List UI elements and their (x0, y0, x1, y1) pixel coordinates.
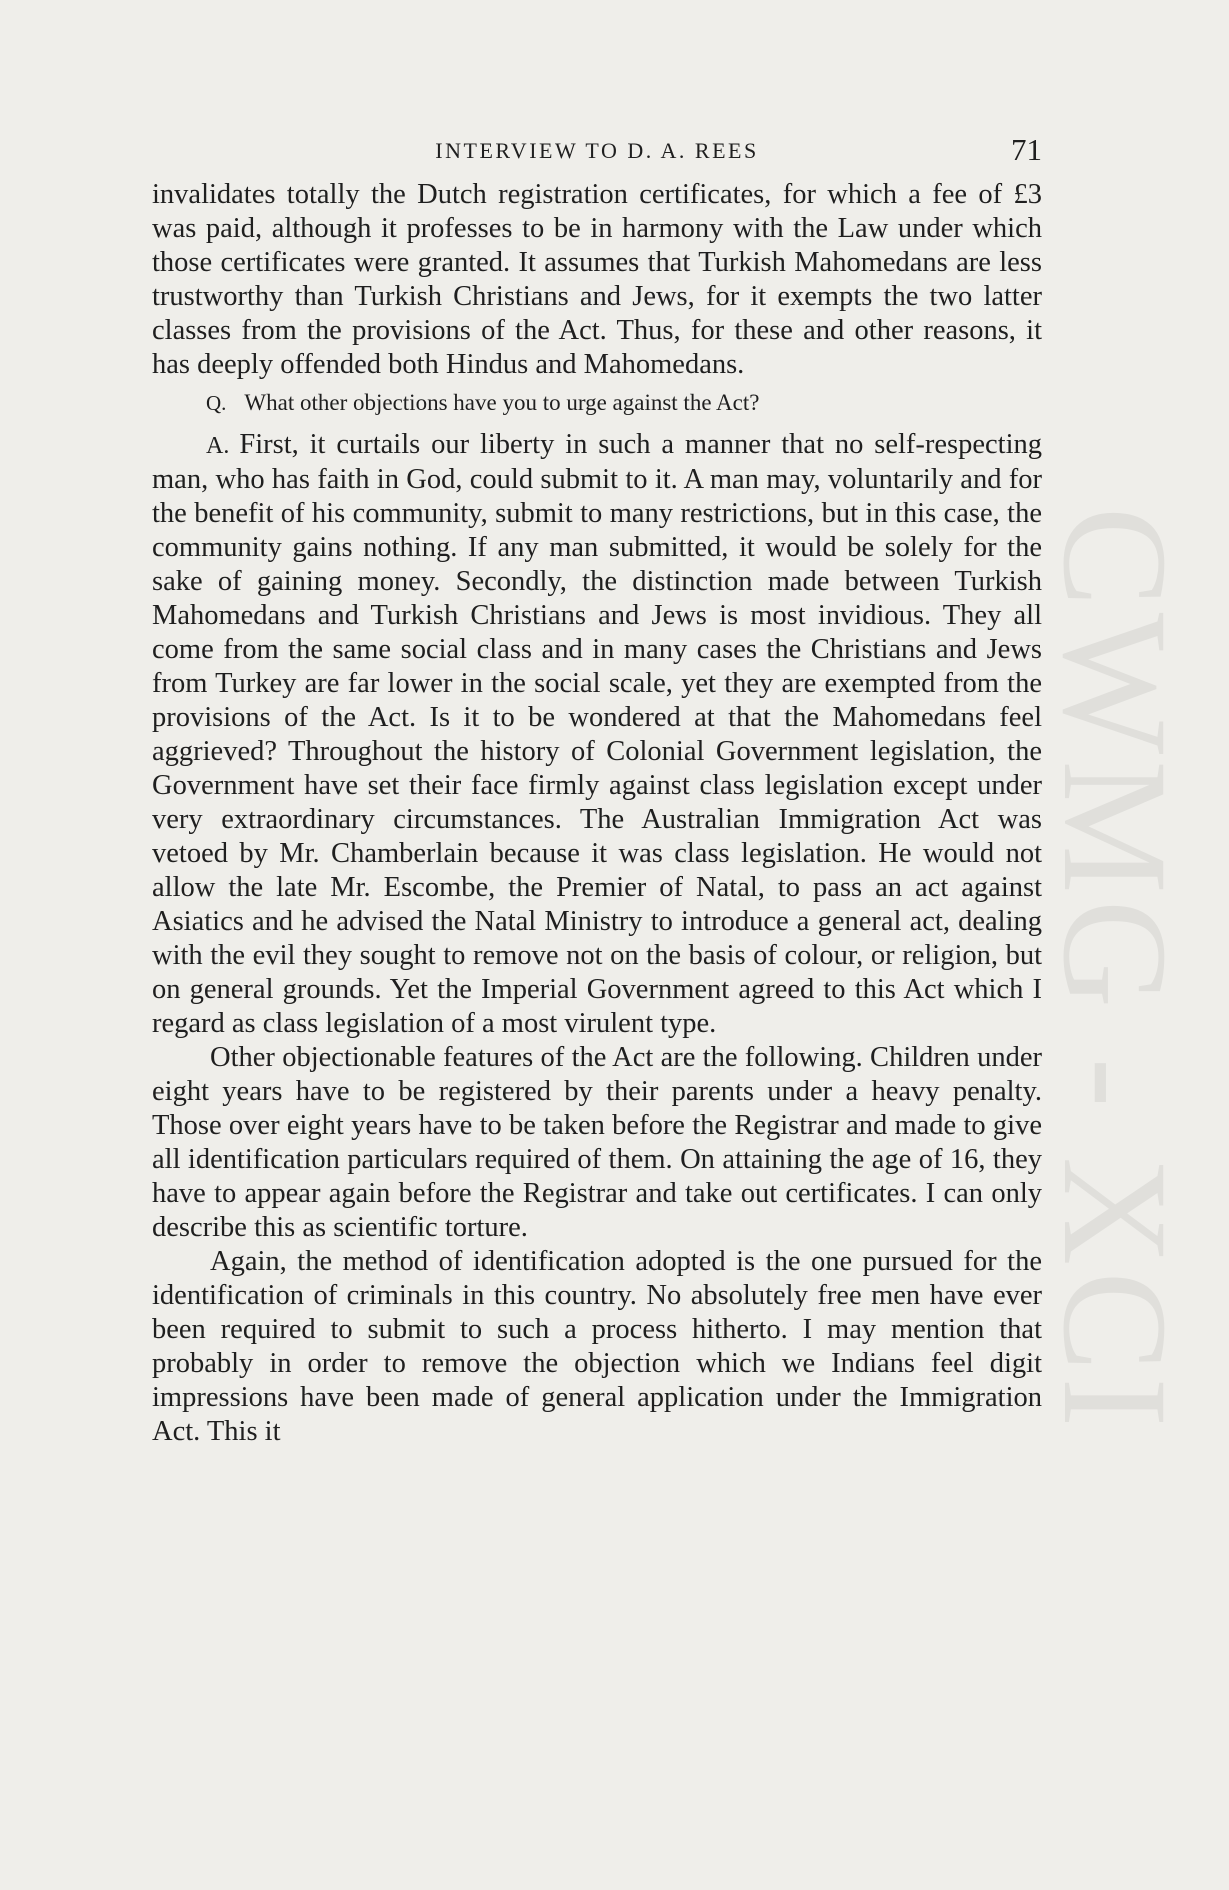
question-marker: Q. (206, 391, 227, 415)
running-header (152, 132, 1042, 172)
running-title: INTERVIEW TO D. A. REES (435, 138, 759, 163)
watermark-text: CWMG - XCI (1032, 506, 1198, 1434)
paragraph-3: Other objectionable features of the Act are the following. Children under eight years have to be registered by their parents under a heavy penalty. Those over eight years have to be taken before the Registrar and made to give all identification particulars required of them. On attaining the age of 16, they have to appear again before the Registrar and take out certificates. I can only describe this as scientific torture. (152, 1042, 1042, 1243)
answer-text: First, it curtails our liberty in such a manner that no self-respecting man, who has faith in God, could submit to it. A man may, voluntarily and for the benefit of his community, submit to many restrictions, but in this case, the community gains nothing. If any man submitted, it would be solely for the sake of gaining money. Secondly, the distinction made between Turkish Mahomedans and Turkish Christians and Jews is most invidious. They all come from the same social class and in many cases the Christians and Jews from Turkey are far lower in the social scale, yet they are exempted from the provisions of the Act. Is it to be wondered at that the Mahomedans feel aggrieved? Throughout the history of Colonial Government legislation, the Government have set their face firmly against class legislation except under very extraordinary circumstances. The Australian Immigration Act was vetoed by Mr. Chamberlain because it was class legislation. He would not allow the late Mr. Escombe, the Premier of Natal, to pass an act against Asiatics and he advised the Natal Ministry to introduce a general act, dealing with the evil they sought to remove not on the basis of colour, or religion, but on general grounds. Yet the Imperial Government agreed to this Act which I regard as class legislation of a most virulent type. (152, 429, 1042, 1039)
answer-paragraph (152, 428, 1042, 1041)
watermark (1025, 506, 1205, 1434)
page-number: 71 (1011, 132, 1042, 167)
body-text (152, 178, 1042, 1449)
answer-marker: A. (206, 433, 230, 459)
question-text: What other objections have you to urge against the Act? (244, 390, 760, 415)
paragraph-1: invalidates totally the Dutch registration certificates, for which a fee of £3 was paid, although it professes to be in harmony with the Law under which those certificates were granted. It assumes that Turkish Mahomedans are less trustworthy than Turkish Christians and Jews, for it exempts the two latter classes from the provisions of the Act. Thus, for these and other reasons, it has deeply offended both Hindus and Mahomedans. (152, 179, 1042, 380)
paragraph-4: Again, the method of identification adopted is the one pursued for the identification of criminals in this country. No absolutely free men have ever been required to submit to such a process hitherto. I may mention that probably in order to remove the objection which we Indians feel digit impressions have been made of general application under the Immigration Act. This it (152, 1246, 1042, 1447)
question (152, 388, 1042, 418)
